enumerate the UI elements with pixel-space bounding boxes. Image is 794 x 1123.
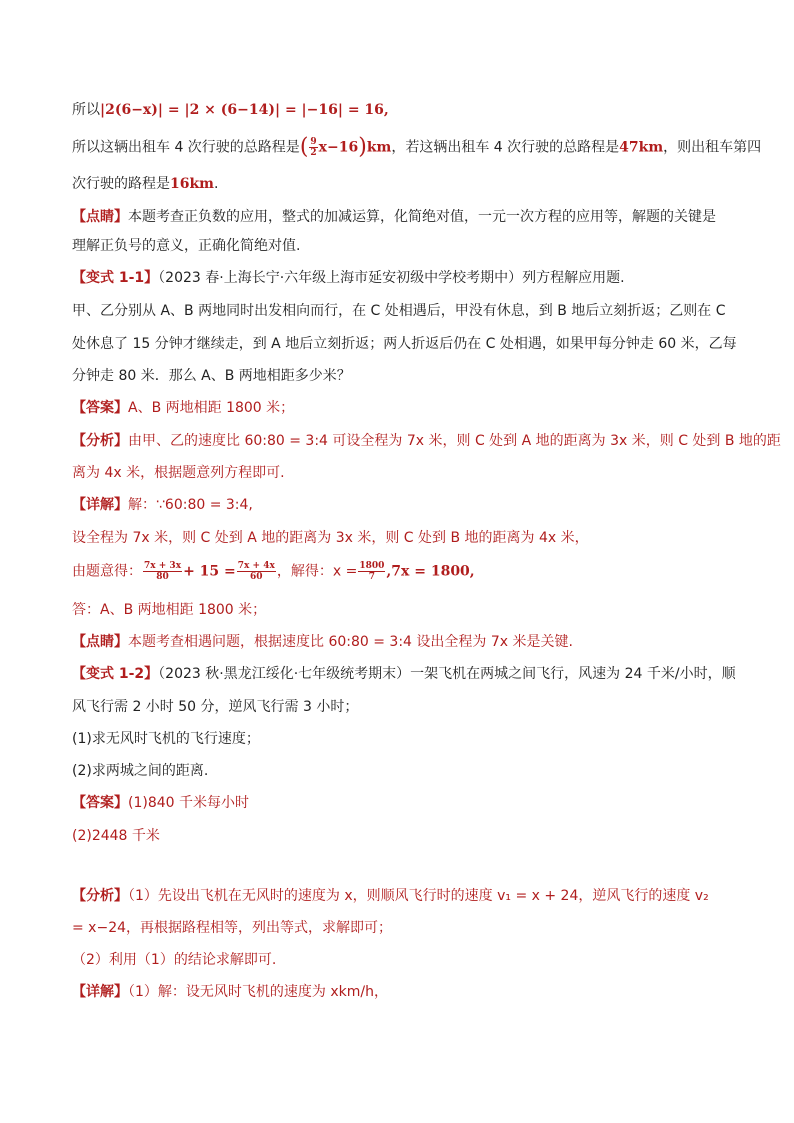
text-line bbox=[72, 528, 732, 548]
text-line bbox=[72, 697, 732, 717]
section-tag: 【分析】 bbox=[72, 888, 128, 904]
line-text: 本题考查正负数的应用，整式的加减运算，化简绝对值，一元一次方程的应用等，解题的关键是 bbox=[128, 209, 716, 225]
analysis-text: = x−24，再根据路程相等，列出等式，求解即可； bbox=[72, 920, 393, 936]
analysis-text: 离为 4x 米，根据题意列方程即可. bbox=[72, 465, 285, 481]
fraction-numerator: 9 bbox=[310, 137, 317, 147]
text-line bbox=[72, 463, 732, 483]
section-tag: 【详解】 bbox=[72, 984, 128, 1000]
fraction-numerator: 1800 bbox=[359, 561, 385, 571]
text-line bbox=[72, 334, 737, 354]
fraction bbox=[237, 561, 276, 582]
solution-text: 由题意得： bbox=[72, 563, 142, 580]
text-line bbox=[72, 207, 732, 227]
line-text: （2023 春·上海长宁·六年级上海市延安初级中学校考期中）列方程解应用题. bbox=[158, 270, 625, 286]
section-tag: 【点睛】 bbox=[72, 634, 128, 650]
solution-text: 设全程为 7x 米，则 C 处到 A 地的距离为 3x 米，则 C 处到 B 地的距离为 4x 米， bbox=[72, 530, 589, 546]
line-text: ，则出租车第四 bbox=[663, 139, 762, 156]
text-line bbox=[72, 398, 732, 418]
section-tag: 【详解】 bbox=[72, 497, 128, 513]
line-text: 甲、乙分别从 A、B 两地同时出发相向而行，在 C 处相遇后，甲没有休息，到 B 地后立刻折返；乙则在 C bbox=[72, 303, 726, 319]
line-text: (1)求无风时飞机的飞行速度； bbox=[72, 731, 260, 747]
fraction-numerator: 7x + 4x bbox=[237, 561, 275, 571]
text-line bbox=[72, 664, 736, 684]
text-line bbox=[72, 431, 781, 451]
line-text: (2)求两城之间的距离. bbox=[72, 763, 209, 779]
text-line bbox=[72, 950, 732, 970]
fraction-denominator: 2 bbox=[310, 148, 317, 158]
text-line bbox=[72, 761, 732, 781]
text-line bbox=[72, 100, 732, 120]
fraction bbox=[309, 137, 317, 158]
text-line bbox=[72, 632, 732, 652]
solution-text: ，解得：x = bbox=[276, 563, 358, 580]
section-tag: 【答案】 bbox=[72, 400, 128, 416]
solution-text: （1）解：设无风时飞机的速度为 xkm/h， bbox=[128, 984, 388, 1000]
text-line bbox=[72, 236, 732, 256]
line-text: 风飞行需 2 小时 50 分，逆风飞行需 3 小时； bbox=[72, 699, 359, 715]
remark-text: 本题考查相遇问题，根据速度比 60:80 = 3:4 设出全程为 7x 米是关键. bbox=[128, 634, 573, 650]
section-tag: 【变式 1-2】 bbox=[72, 666, 159, 682]
text-line bbox=[72, 301, 732, 321]
fraction-numerator: 7x + 3x bbox=[144, 561, 182, 571]
section-tag: 【变式 1-1】 bbox=[72, 270, 159, 286]
text-line bbox=[72, 600, 732, 620]
text-line bbox=[72, 174, 732, 194]
answer-text: (2)2448 千米 bbox=[72, 828, 160, 844]
text-line bbox=[72, 886, 732, 906]
section-tag: 【答案】 bbox=[72, 795, 128, 811]
text-line bbox=[72, 982, 732, 1002]
fraction bbox=[358, 561, 385, 582]
text-line bbox=[72, 495, 732, 515]
answer-text: A、B 两地相距 1800 米； bbox=[128, 400, 295, 416]
text-line bbox=[72, 134, 762, 160]
solution-text: 解：∵60:80 = 3:4, bbox=[128, 497, 253, 513]
value-text: 16km bbox=[170, 176, 214, 192]
math-expression: x−16 bbox=[318, 139, 359, 156]
text-line bbox=[72, 561, 732, 582]
text-line bbox=[72, 918, 732, 938]
line-text: （2023 秋·黑龙江绥化·七年级统考期末）一架飞机在两城之间飞行，风速为 24 千米/小时，顺 bbox=[158, 666, 736, 682]
line-text: ，若这辆出租车 4 次行驶的总路程是 bbox=[391, 139, 620, 156]
text-line bbox=[72, 793, 732, 813]
fraction-denominator: 60 bbox=[250, 572, 263, 582]
text-line bbox=[72, 366, 732, 386]
fraction-denominator: 7 bbox=[368, 572, 375, 582]
analysis-text: （1）先设出飞机在无风时的速度为 x，则顺风飞行时的速度 v₁ = x + 24，逆风飞行的速度 v₂ bbox=[128, 888, 709, 904]
paren-open: ( bbox=[299, 134, 309, 160]
math-expression: + 15 = bbox=[183, 563, 236, 580]
text-line bbox=[72, 729, 732, 749]
solution-text: 答：A、B 两地相距 1800 米； bbox=[72, 602, 267, 618]
math-expression: ,7x = 1800, bbox=[386, 563, 475, 580]
line-text: 处休息了 15 分钟才继续走，到 A 地后立刻折返；两人折返后仍在 C 处相遇，如果甲每分钟走 60 米，乙每 bbox=[72, 336, 737, 352]
value-text: 47km bbox=[619, 139, 664, 156]
analysis-text: （2）利用（1）的结论求解即可. bbox=[72, 952, 277, 968]
paren-close: ) bbox=[358, 134, 367, 160]
analysis-text: 由甲、乙的速度比 60:80 = 3:4 可设全程为 7x 米，则 C 处到 A 地的距离为 3x 米，则 C 处到 B 地的距 bbox=[128, 433, 781, 449]
line-text: 所以 bbox=[72, 102, 100, 118]
fraction-denominator: 80 bbox=[156, 572, 169, 582]
line-text: 分钟走 80 米．那么 A、B 两地相距多少米？ bbox=[72, 368, 351, 384]
section-tag: 【分析】 bbox=[72, 433, 128, 449]
answer-text: (1)840 千米每小时 bbox=[128, 795, 250, 811]
line-text: 次行驶的路程是 bbox=[72, 176, 170, 192]
unit-text: km bbox=[366, 139, 392, 156]
text-line bbox=[72, 268, 732, 288]
text-line bbox=[72, 826, 732, 846]
math-expression: |2(6−x)| = |2 × (6−14)| = |−16| = 16, bbox=[100, 102, 389, 118]
fraction bbox=[143, 561, 182, 582]
line-text: . bbox=[214, 176, 219, 192]
line-text: 理解正负号的意义，正确化简绝对值. bbox=[72, 238, 301, 254]
line-text: 所以这辆出租车 4 次行驶的总路程是 bbox=[72, 139, 300, 156]
section-tag: 【点睛】 bbox=[72, 209, 128, 225]
